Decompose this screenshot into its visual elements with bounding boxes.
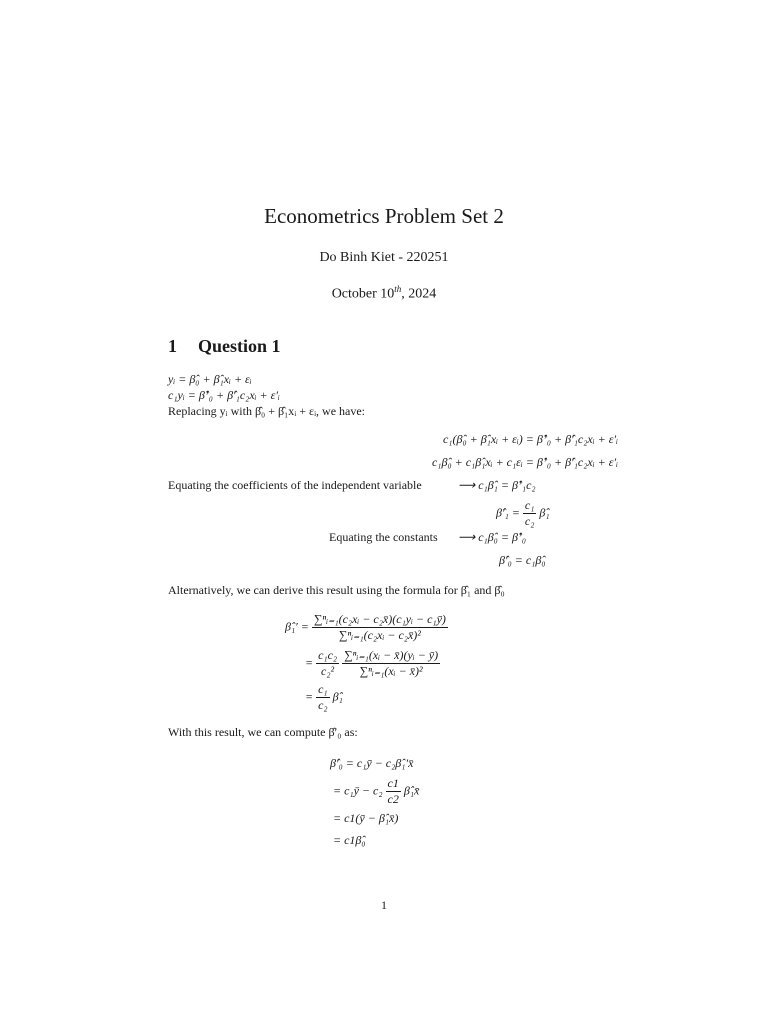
- date-prefix: October 10: [331, 286, 395, 302]
- date-superscript: th: [394, 284, 402, 294]
- eq4-numerator: c₁: [524, 498, 535, 512]
- derivation-line-1: [285, 612, 448, 643]
- derivation-line-3: [305, 682, 343, 713]
- text-replacing: Replacing yᵢ with β̂₀ + β̂₁xᵢ + εᵢ, we have:: [168, 404, 366, 418]
- d1-denominator: ∑ⁿᵢ₌₁(c₂xᵢ − c₂x̄)²: [338, 628, 421, 642]
- d3-fraction: [316, 682, 330, 713]
- date-suffix: , 2024: [401, 286, 437, 302]
- equation-aligned-5: ⟶ c₁β̂₀ = β̂’₀: [458, 530, 527, 544]
- d2-denominator-2: ∑ⁿᵢ₌₁(xᵢ − x̄)²: [359, 664, 423, 678]
- document-date: [0, 284, 768, 303]
- document-author: Do Binh Kiet - 220251: [319, 250, 449, 265]
- eq4-fraction: [523, 498, 537, 529]
- section-heading: [168, 336, 281, 357]
- e2-denominator: c2: [387, 792, 399, 806]
- d3-denominator: c₂: [318, 698, 328, 712]
- result-line-3: = c1(ȳ − β̂₁x̄): [333, 811, 399, 825]
- derivation-line-2: [305, 648, 440, 679]
- text-alternatively: Alternatively, we can derive this result using the formula for β̂₁ and β̂₀: [168, 583, 505, 597]
- d3-rhs: β̂₁: [332, 689, 343, 704]
- d1-fraction: [312, 612, 448, 643]
- result-line-4: = c1β̂₀: [333, 833, 366, 847]
- label-equating-coefficients: Equating the coefficients of the independent variable: [168, 478, 422, 492]
- e2-numerator: c1: [387, 776, 399, 790]
- result-line-1: β̂′₀ = c₁ȳ − c₂β̂₁′x̄: [330, 756, 414, 770]
- d2-numerator-2: ∑ⁿᵢ₌₁(xᵢ − x̄)(yᵢ − ȳ): [344, 648, 439, 662]
- d1-lhs: β̂₁′ =: [285, 619, 309, 634]
- page-number: 1: [381, 898, 387, 912]
- text-with-result: With this result, we can compute β̂′₀ as:: [168, 725, 358, 739]
- label-equating-constants: Equating the constants: [329, 530, 438, 544]
- e2-fraction: [386, 776, 401, 807]
- equation-line-2: c₁yᵢ = β̂’₀ + β̂′₁c₂xᵢ + ε′ᵢ: [168, 388, 280, 402]
- equation-aligned-6: β̂′₀ = c₁β̂₀: [499, 553, 546, 567]
- e2-post: β̂₁x̄: [403, 783, 420, 798]
- equation-aligned-3: ⟶ c₁β̂₁ = β̂’₁c₂: [458, 478, 536, 492]
- equation-aligned-2: c₁β̂₀ + c₁β̂₁xᵢ + c₁εᵢ = β̂’₀ + β̂′₁c₂xᵢ + ε′ᵢ: [431, 455, 618, 469]
- eq4-denominator: c₂: [524, 514, 535, 528]
- d2-fraction-2: [342, 648, 440, 679]
- d2-equals: =: [305, 655, 314, 670]
- d1-numerator: ∑ⁿᵢ₌₁(c₂xᵢ − c₂x̄)(c₁yᵢ − c₁ȳ): [313, 612, 446, 626]
- d2-numerator-1: c₁c₂: [318, 648, 338, 662]
- section-title: Question 1: [198, 336, 281, 356]
- e2-pre: = c₁ȳ − c₂: [333, 783, 383, 798]
- section-number: 1: [168, 336, 177, 356]
- d3-numerator: c₁: [318, 682, 328, 696]
- equation-aligned-1: c₁(β̂₀ + β̂₁xᵢ + εᵢ) = β̂’₀ + β̂′₁c₂xᵢ + ε′ᵢ: [442, 432, 618, 446]
- d2-fraction-1: [316, 648, 339, 679]
- d2-denominator-1: c₂²: [321, 664, 335, 678]
- equation-aligned-4: [496, 498, 550, 529]
- d3-equals: =: [305, 689, 314, 704]
- eq4-lhs: β̂′₁ =: [496, 505, 520, 520]
- document-title: Econometrics Problem Set 2: [264, 204, 504, 228]
- equation-line-1: yᵢ = β̂₀ + β̂₁xᵢ + εᵢ: [168, 372, 252, 386]
- result-line-2: [333, 776, 419, 807]
- eq4-rhs: β̂₁: [539, 505, 550, 520]
